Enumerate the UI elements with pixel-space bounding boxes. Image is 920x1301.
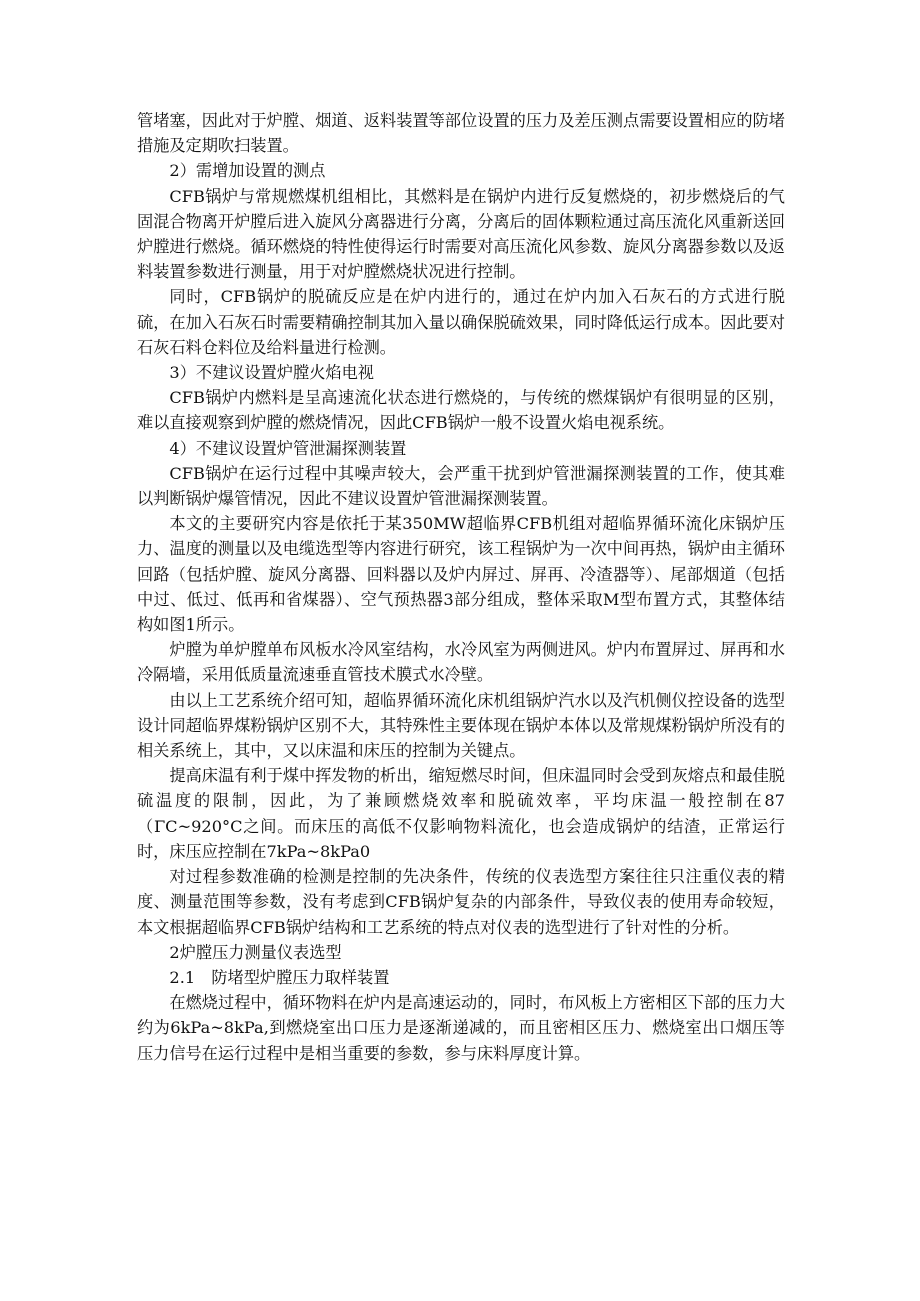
paragraph: 提高床温有利于煤中挥发物的析出，缩短燃尽时间，但床温同时会受到灰熔点和最佳脱硫温度的限制，因此，为了兼顾燃烧效率和脱硫效率，平均床温一般控制在87（ΓC~920°C之间。而床压的高低不仅影响物料流化，也会造成锅炉的结渣，正常运行时，床压应控制在7kPa~8kPa0 [137, 766, 785, 861]
section-heading-4: 4）不建议设置炉管泄漏探测装置 [169, 438, 407, 458]
document-body [137, 108, 785, 1066]
section-heading-3: 3）不建议设置炉膛火焰电视 [169, 363, 374, 383]
subsection-heading: 2.1 防堵型炉膛压力取样装置 [169, 967, 390, 987]
section-heading-2: 2）需增加设置的测点 [169, 161, 326, 181]
paragraph: 本文的主要研究内容是依托于某350MW超临界CFB机组对超临界循环流化床锅炉压力、温度的测量以及电缆选型等内容进行研究，该工程锅炉为一次中间再热，锅炉由主循环回路（包括炉膛、旋风分离器、回料器以及炉内屏过、屏再、冷渣器等）、尾部烟道（包括中过、低过、低再和省煤器）、空气预热器3部分组成，整体采取M型布置方式，其整体结构如图1所示。 [137, 514, 785, 635]
paragraph-continuation: 管堵塞，因此对于炉膛、烟道、返料装置等部位设置的压力及差压测点需要设置相应的防堵措施及定期吹扫装置。 [137, 111, 785, 156]
paragraph: CFB锅炉在运行过程中其噪声较大，会严重干扰到炉管泄漏探测装置的工作，使其难以判断锅炉爆管情况，因此不建议设置炉管泄漏探测装置。 [137, 463, 785, 509]
paragraph: 在燃烧过程中，循环物料在炉内是高速运动的，同时，布风板上方密相区下部的压力大约为6kPa~8kPa,到燃烧室出口压力是逐渐递减的，而且密相区压力、燃烧室出口烟压等压力信号在运行过程中是相当重要的参数，参与床料厚度计算。 [137, 993, 785, 1063]
paragraph: CFB锅炉内燃料是呈高速流化状态进行燃烧的，与传统的燃煤锅炉有很明显的区别，难以直接观察到炉膛的燃烧情况，因此CFB锅炉一般不设置火焰电视系统。 [137, 388, 785, 433]
chapter-heading: 2炉膛压力测量仪表选型 [169, 942, 342, 962]
paragraph: CFB锅炉与常规燃煤机组相比，其燃料是在锅炉内进行反复燃烧的，初步燃烧后的气固混合物离开炉膛后进入旋风分离器进行分离，分离后的固体颗粒通过高压流化风重新送回炉膛进行燃烧。循环燃烧的特性使得运行时需要对高压流化风参数、旋风分离器参数以及返料装置参数进行测量，用于对炉膛燃烧状况进行控制。 [137, 186, 785, 282]
paragraph: 对过程参数准确的检测是控制的先决条件，传统的仪表选型方案往往只注重仪表的精度、测量范围等参数，没有考虑到CFB锅炉复杂的内部条件，导致仪表的使用寿命较短，本文根据超临界CFB锅炉结构和工艺系统的特点对仪表的选型进行了针对性的分析。 [137, 867, 785, 937]
paragraph: 同时，CFB锅炉的脱硫反应是在炉内进行的，通过在炉内加入石灰石的方式进行脱硫，在加入石灰石时需要精确控制其加入量以确保脱硫效果，同时降低运行成本。因此要对石灰石料仓料位及给料量进行检测。 [137, 287, 785, 357]
paragraph: 炉膛为单炉膛单布风板水冷风室结构，水冷风室为两侧进风。炉内布置屏过、屏再和水冷隔墙，采用低质量流速垂直管技术膜式水冷壁。 [137, 640, 785, 685]
paragraph: 由以上工艺系统介绍可知，超临界循环流化床机组锅炉汽水以及汽机侧仪控设备的选型设计同超临界煤粉锅炉区别不大，其特殊性主要体现在锅炉本体以及常规煤粉锅炉所没有的相关系统上，其中，又以床温和床压的控制为关键点。 [137, 690, 785, 761]
